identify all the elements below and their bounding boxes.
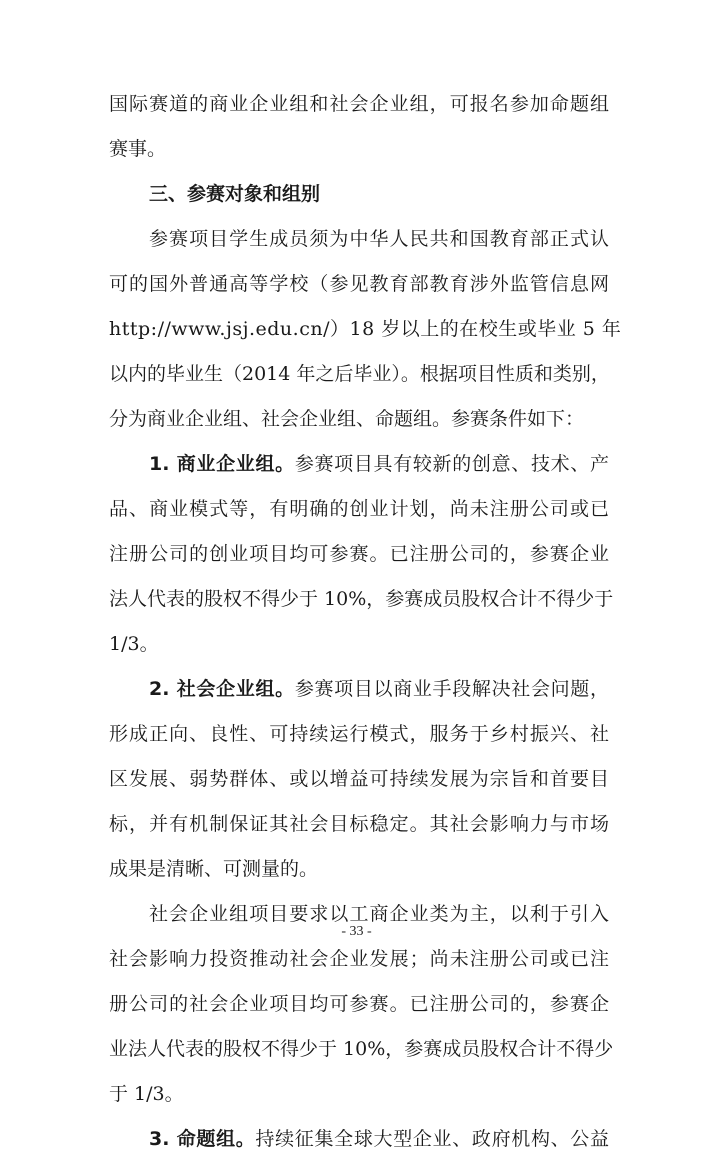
text-span: 形成正向、良性、可持续运行模式，服务于乡村振兴、社 xyxy=(109,723,609,745)
paragraph-line xyxy=(109,712,609,757)
paragraph-line xyxy=(109,757,609,802)
paragraph-line xyxy=(109,937,609,982)
text-span: 品、商业模式等，有明确的创业计划，尚未注册公司或已 xyxy=(109,498,609,520)
text-span: 1/3。 xyxy=(109,633,159,655)
text-span: 成果是清晰、可测量的。 xyxy=(109,858,319,880)
text-span: 参赛项目具有较新的创意、技术、产 xyxy=(294,453,609,475)
paragraph-line xyxy=(109,847,609,892)
text-span: 社会企业组项目要求以工商企业类为主，以利于引入 xyxy=(149,903,609,925)
paragraph-line xyxy=(109,1072,609,1117)
text-span: 参赛项目学生成员须为中华人民共和国教育部正式认 xyxy=(149,228,609,250)
page-number: - 33 - xyxy=(341,924,372,939)
paragraph-line xyxy=(109,802,609,847)
paragraph-line xyxy=(109,982,609,1027)
text-span: 分为商业企业组、社会企业组、命题组。参赛条件如下： xyxy=(109,408,585,430)
paragraph-line xyxy=(109,622,609,667)
paragraph-line xyxy=(109,307,622,352)
text-span: 标，并有机制保证其社会目标稳定。其社会影响力与市场 xyxy=(109,813,609,835)
paragraph-line xyxy=(109,127,609,172)
text-span: 以内的毕业生（2014 年之后毕业）。根据项目性质和类别， xyxy=(109,363,610,385)
text-span: 业法人代表的股权不得少于 10%，参赛成员股权合计不得少 xyxy=(109,1038,614,1060)
paragraph-line xyxy=(109,352,609,397)
paragraph-line xyxy=(109,532,609,577)
document-body xyxy=(109,82,622,1162)
paragraph-line xyxy=(109,577,614,622)
text-span: 持续征集全球大型企业、政府机构、公益 xyxy=(255,1128,609,1150)
section-heading: 三、参赛对象和组别 xyxy=(149,183,321,205)
item-label: 2. 社会企业组。 xyxy=(149,678,295,700)
text-span: 注册公司的创业项目均可参赛。已注册公司的，参赛企业 xyxy=(109,543,609,565)
paragraph-line xyxy=(109,82,609,127)
text-span: 国际赛道的商业企业组和社会企业组，可报名参加命题组 xyxy=(109,93,609,115)
paragraph-line xyxy=(109,667,609,712)
text-span: 于 1/3。 xyxy=(109,1083,184,1105)
paragraph-line xyxy=(109,262,609,307)
paragraph-line xyxy=(109,442,609,487)
paragraph-line xyxy=(109,1027,614,1072)
text-span: 赛事。 xyxy=(109,138,167,160)
text-span: 参赛项目以商业手段解决社会问题， xyxy=(294,678,609,700)
text-span: http://www.jsj.edu.cn/）18 岁以上的在校生或毕业 5 年 xyxy=(109,318,622,340)
item-label: 1. 商业企业组。 xyxy=(149,453,295,475)
paragraph-line xyxy=(109,397,609,442)
text-span: 册公司的社会企业项目均可参赛。已注册公司的，参赛企 xyxy=(109,993,609,1015)
item-label: 3. 命题组。 xyxy=(149,1128,256,1150)
text-span: 社会影响力投资推动社会企业发展；尚未注册公司或已注 xyxy=(109,948,609,970)
paragraph-line xyxy=(109,1117,609,1162)
text-span: 法人代表的股权不得少于 10%，参赛成员股权合计不得少于 xyxy=(109,588,614,610)
text-span: 可的国外普通高等学校（参见教育部教育涉外监管信息网 xyxy=(109,273,609,295)
paragraph-line xyxy=(109,487,609,532)
text-span: 区发展、弱势群体、或以增益可持续发展为宗旨和首要目 xyxy=(109,768,609,790)
paragraph-line xyxy=(109,217,609,262)
